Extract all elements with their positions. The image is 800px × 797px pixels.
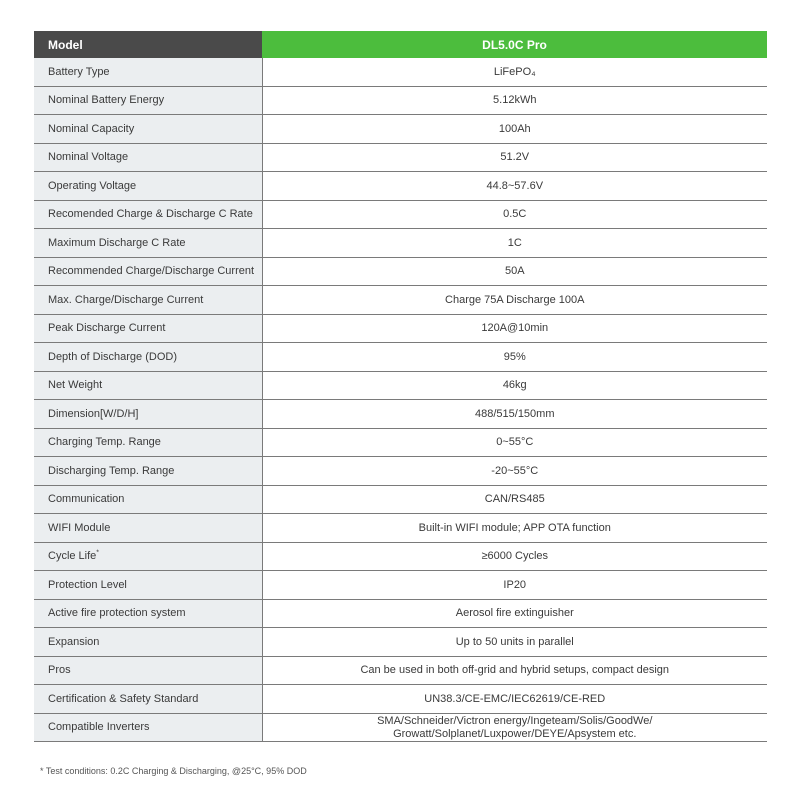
spec-label-text: Recomended Charge & Discharge C Rate [48,208,253,220]
spec-value: 1C [262,229,767,258]
spec-value: 488/515/150mm [262,400,767,429]
spec-label-text: Pros [48,664,71,676]
spec-value: 5.12kWh [262,87,767,115]
spec-label [34,229,262,258]
spec-label [34,457,262,486]
table-row [34,543,767,571]
spec-label-text: Net Weight [48,379,103,391]
spec-value: 50A [262,258,767,286]
spec-value: LiFePO₄ [262,58,767,87]
spec-label [34,286,262,315]
spec-label [34,429,262,457]
spec-label [34,115,262,144]
spec-label-text: Nominal Capacity [48,122,135,135]
spec-label [34,571,262,600]
table-row [34,657,767,685]
spec-label-text: Nominal Voltage [48,151,129,163]
spec-label [34,201,262,229]
spec-label-text: Active fire protection system [48,607,186,619]
spec-value: 0.5C [262,201,767,229]
spec-value: 46kg [262,372,767,400]
spec-label-text: Depth of Discharge (DOD) [48,350,177,363]
table-row [34,372,767,400]
table-row [34,286,767,315]
spec-label-text: Compatible Inverters [48,721,150,733]
table-row [34,201,767,229]
spec-label-text: Operating Voltage [48,179,137,192]
table-row [34,457,767,486]
spec-label-text: Protection Level [48,578,127,591]
spec-value: IP20 [262,571,767,600]
table-row [34,400,767,429]
spec-value: 100Ah [262,115,767,144]
spec-value: UN38.3/CE-EMC/IEC62619/CE-RED [262,685,767,714]
spec-label-text: Charging Temp. Range [48,436,161,448]
spec-label [34,343,262,372]
spec-label [34,543,262,571]
spec-value: 44.8~57.6V [262,172,767,201]
table-row [34,429,767,457]
spec-value: 95% [262,343,767,372]
spec-value: 51.2V [262,144,767,172]
spec-label [34,315,262,343]
table-row [34,87,767,115]
header-model-label: Model [34,31,262,58]
spec-value: ≥6000 Cycles [262,543,767,571]
spec-table [34,31,767,742]
spec-label [34,714,262,742]
table-row [34,258,767,286]
table-row [34,115,767,144]
table-row [34,144,767,172]
spec-label [34,600,262,628]
table-row [34,685,767,714]
header-model-value: DL5.0C Pro [262,31,767,58]
table-row [34,315,767,343]
spec-label [34,628,262,657]
spec-label-text: Nominal Battery Energy [48,94,165,106]
spec-label [34,685,262,714]
spec-label [34,144,262,172]
table-row [34,172,767,201]
spec-label [34,172,262,201]
table-row [34,229,767,258]
spec-value [262,714,767,742]
table-row [34,58,767,87]
spec-label-text: Battery Type [48,65,110,78]
spec-value: Aerosol fire extinguisher [262,600,767,628]
spec-label-text: Dimension[W/D/H] [48,407,139,420]
spec-label-text: Maximum Discharge C Rate [48,236,186,249]
spec-label-text: Max. Charge/Discharge Current [48,293,204,306]
spec-label-text: Certification & Safety Standard [48,692,199,705]
table-row [34,343,767,372]
spec-value: CAN/RS485 [262,486,767,514]
spec-value: 0~55°C [262,429,767,457]
spec-value: Up to 50 units in parallel [262,628,767,657]
spec-value: 120A@10min [262,315,767,343]
footnote: * Test conditions: 0.2C Charging & Discharging, @25°C, 95% DOD [40,766,307,776]
spec-value: Charge 75A Discharge 100A [262,286,767,315]
spec-value: -20~55°C [262,457,767,486]
spec-label-text: Discharging Temp. Range [48,464,175,477]
table-row [34,514,767,543]
spec-value-line: Growatt/Solplanet/Luxpower/DEYE/Apsystem etc. [393,727,637,740]
spec-label [34,58,262,87]
spec-label [34,258,262,286]
table-row [34,486,767,514]
spec-label [34,372,262,400]
spec-label-text: Peak Discharge Current [48,322,166,334]
header-row [34,31,767,58]
spec-label [34,400,262,429]
spec-label-text: Cycle Life [48,550,97,562]
table-row [34,571,767,600]
spec-value: Can be used in both off-grid and hybrid setups, compact design [262,657,767,685]
spec-label [34,486,262,514]
table-row [34,628,767,657]
spec-label-text: WIFI Module [48,521,111,534]
spec-value-line: SMA/Schneider/Victron energy/Ingeteam/Solis/GoodWe/ [377,714,653,727]
spec-label [34,514,262,543]
table-row [34,714,767,742]
spec-value: Built-in WIFI module; APP OTA function [262,514,767,543]
spec-label-text: Communication [48,493,125,505]
spec-label [34,87,262,115]
spec-label-text: Recommended Charge/Discharge Current [48,265,255,277]
spec-label-text: Expansion [48,635,100,648]
table-row [34,600,767,628]
spec-label [34,657,262,685]
spec-body [34,58,767,742]
footnote-marker: * [96,549,100,557]
